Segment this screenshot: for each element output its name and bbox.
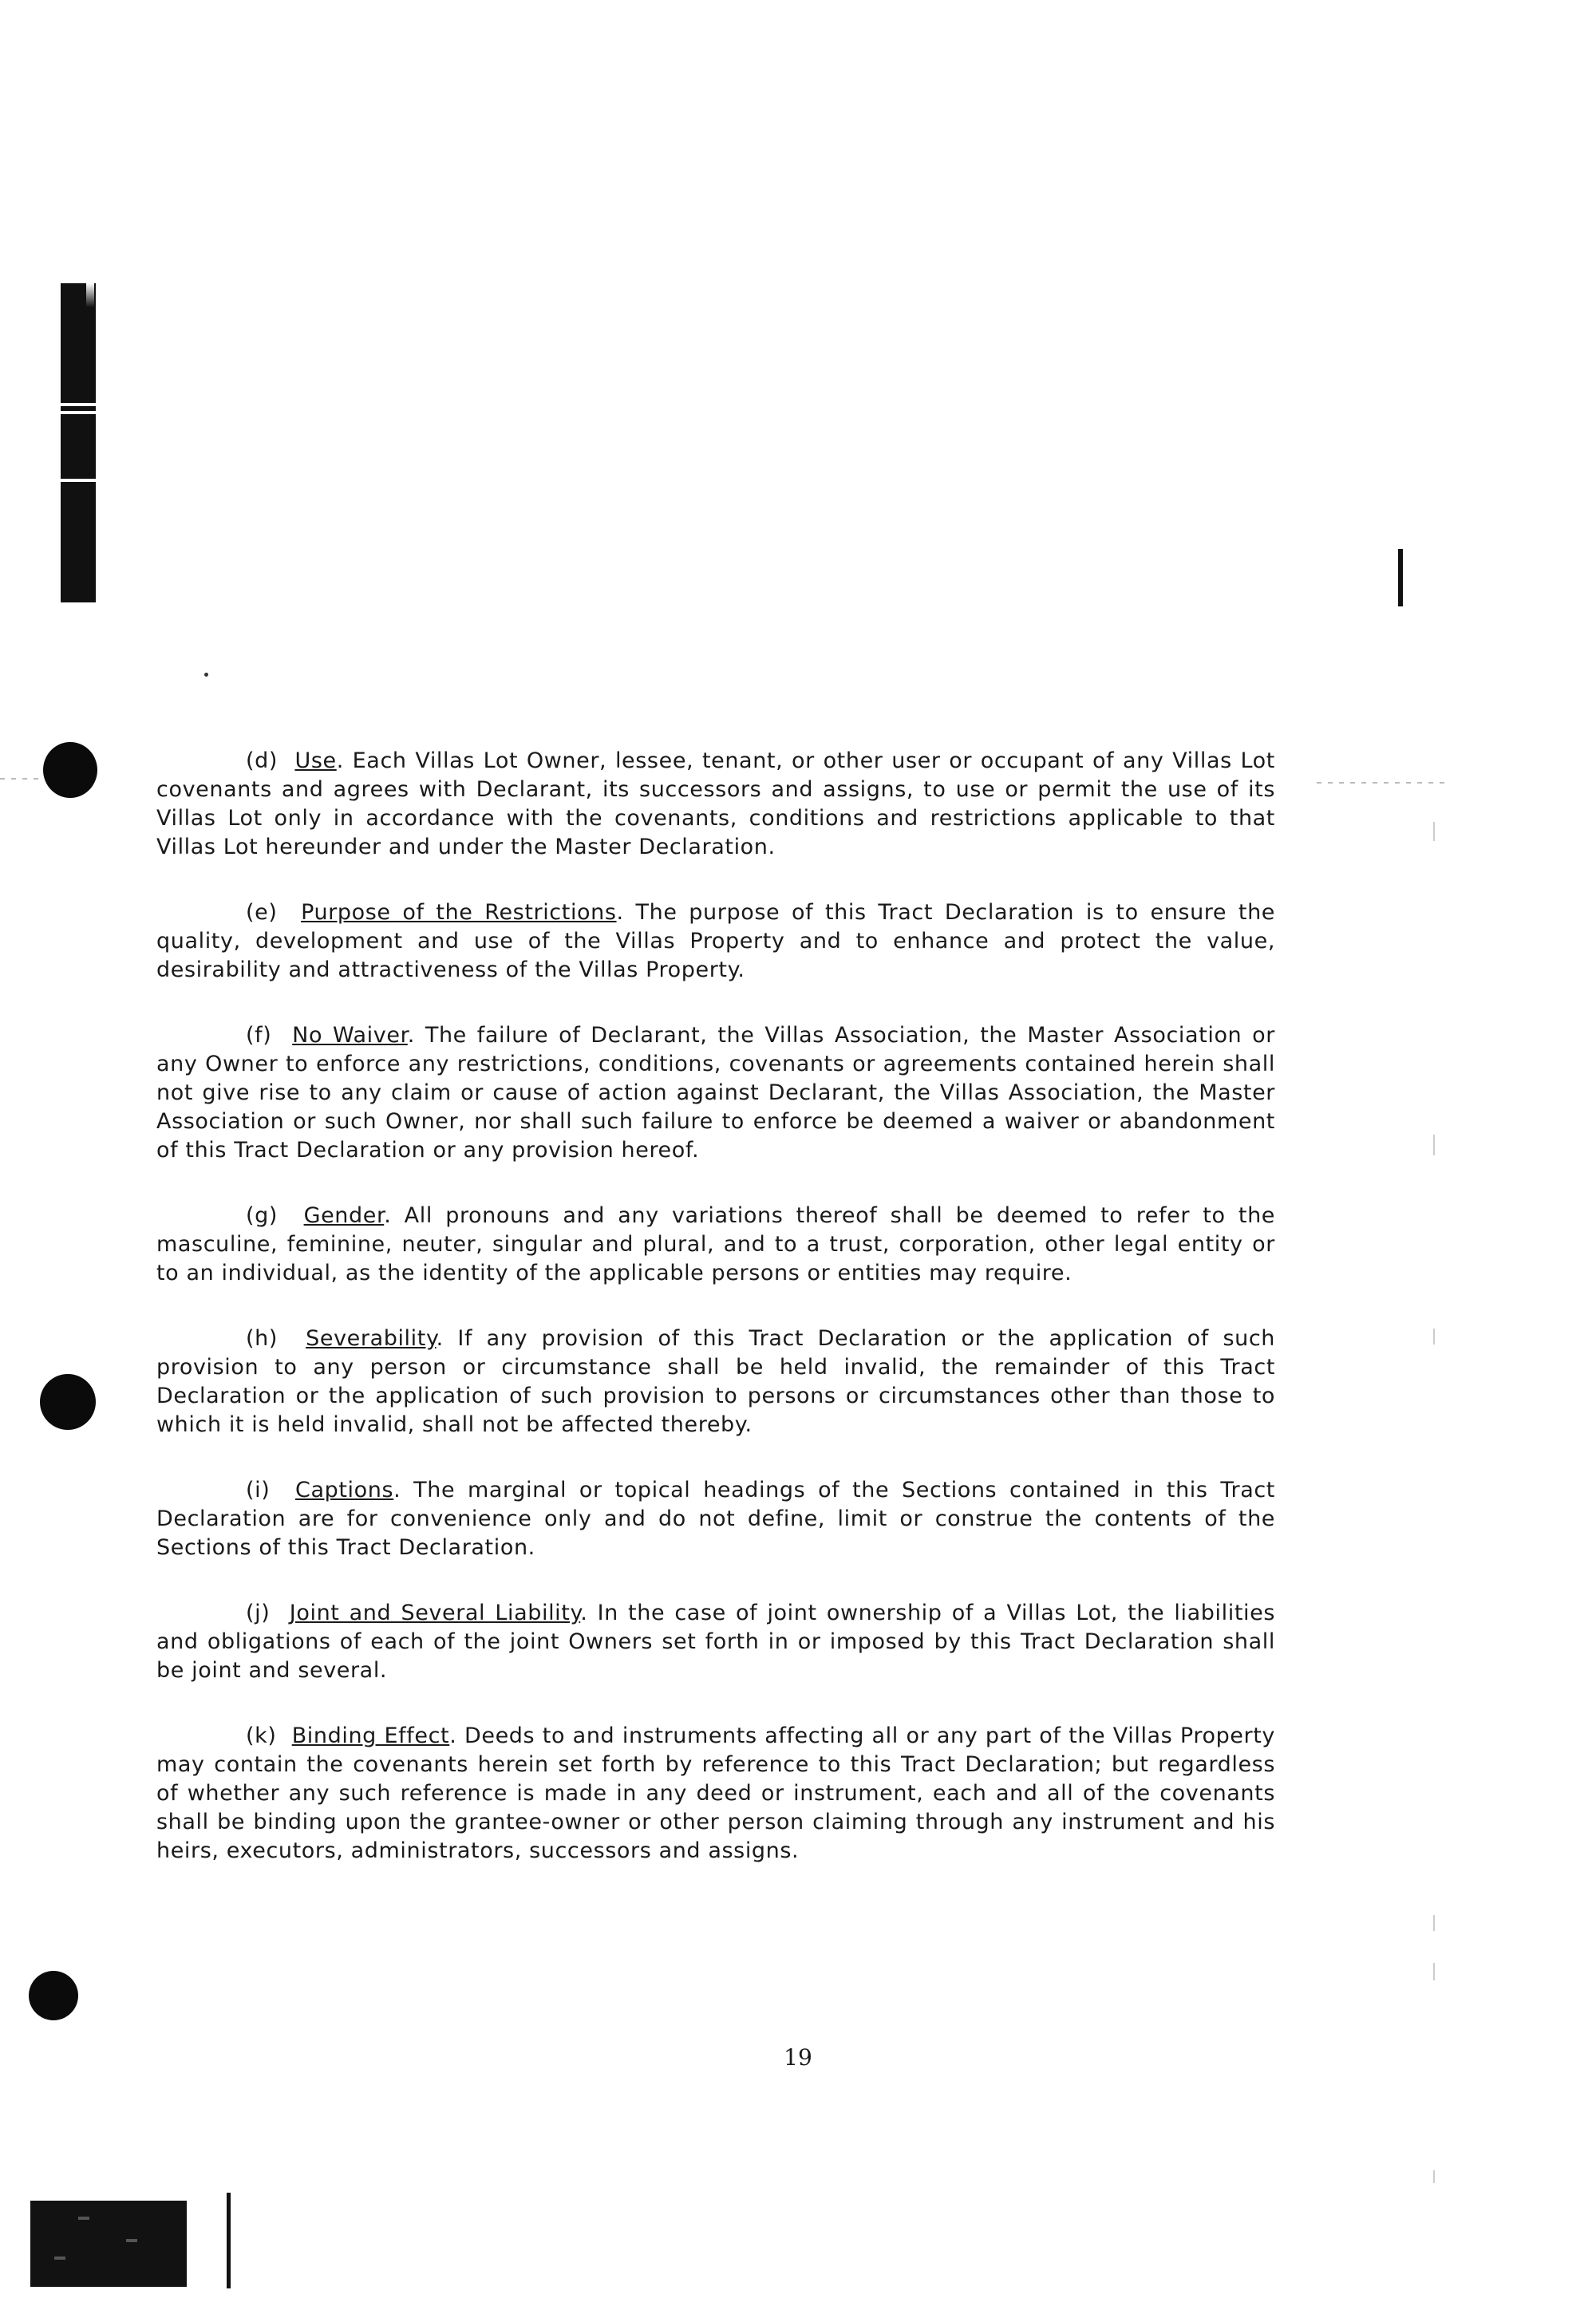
scan-edge-bar [61,283,96,602]
section-marker: (e) [246,900,278,925]
section-heading: No Waiver [292,1023,408,1048]
section-body: . Deeds to and instruments affecting all or any part of the Villas Property may contain the covenants herein set forth by reference to this Tract Declaration; but regardless of whether any such reference is made in any deed or instrument, each and all of the covenants shall be binding upon the grantee-owner or other person claiming through any instrument and his heirs, executors, administrators, successors and assigns. [156,1724,1275,1863]
section-body: . The failure of Declarant, the Villas Association, the Master Association or any Owner to enforce any restrictions, conditions, covenants or agreements contained herein shall not give rise to any claim or cause of action against Declarant, the Villas Association, the Master Association or such Owner, nor shall such failure to enforce be deemed a waiver or abandonment of this Tract Declaration or any provision hereof. [156,1023,1275,1163]
scan-faint-dash-left [0,778,40,780]
section-paragraph [156,1722,1275,1866]
section-paragraph [156,1202,1275,1288]
section-marker: (i) [246,1478,271,1502]
section-heading: Binding Effect [291,1724,450,1748]
section-body: . All pronouns and any variations thereof shall be deemed to refer to the masculine, feminine, neuter, singular and plural, and to a trust, corporation, other legal entity or to an individual, as the identity of the applicable persons or entities may require. [156,1203,1276,1285]
section-marker: (d) [246,748,279,773]
page-number: 19 [784,2044,812,2071]
section-marker: (f) [246,1023,272,1048]
scan-bottom-line [227,2193,231,2288]
section-marker: (h) [246,1326,278,1351]
section-heading: Severability [306,1326,437,1351]
scan-margin-mark [1398,549,1403,606]
section-paragraph [156,898,1275,985]
section-marker: (g) [246,1203,279,1228]
section-paragraph [156,1599,1275,1685]
scan-faint-mark [1433,822,1435,841]
section-heading: Use [294,748,337,773]
scan-faint-mark [1433,2170,1435,2183]
scan-faint-mark [1433,1329,1435,1344]
section-heading: Purpose of the Restrictions [301,900,617,925]
section-body: . Each Villas Lot Owner, lessee, tenant, or other user or occupant of any Villas Lot covenants and agrees with Declarant, its successors and assigns, to use or permit the use of its Villas Lot only in accordance with the covenants, conditions and restrictions applicable to that Villas Lot hereunder and under the Master Declaration. [156,748,1275,859]
section-body: . In the case of joint ownership of a Villas Lot, the liabilities and obligations of each of the joint Owners set forth in or imposed by this Tract Declaration shall be joint and several. [156,1601,1275,1683]
section-paragraph [156,747,1275,862]
scan-faint-dash-right [1317,782,1444,784]
scan-faint-mark [1433,1915,1435,1931]
section-body: . If any provision of this Tract Declaration or the application of such provision to any person or circumstance shall be held invalid, the remainder of this Tract Declaration or the application of such provision to persons or circumstances other than those to which it is held invalid, shall not be affected thereby. [156,1326,1275,1437]
punch-hole-middle [40,1374,96,1430]
section-body: . The purpose of this Tract Declaration is to ensure the quality, development and use of the Villas Property and to enhance and protect the value, desirability and attractiveness of the Villas Property. [156,900,1276,982]
punch-hole-bottom [29,1971,78,2020]
scan-speck [204,673,208,677]
scan-edge-bar-tip [86,283,94,307]
section-body: . The marginal or topical headings of the Sections contained in this Tract Declaration are for convenience only and do not define, limit or construe the contents of the Sections of this Tract Declaration. [156,1478,1275,1560]
punch-hole-top [43,742,97,798]
section-paragraph [156,1325,1275,1439]
scan-faint-mark [1433,1963,1435,1980]
document-body [156,747,1275,1902]
scan-faint-mark [1433,1135,1435,1155]
section-paragraph [156,1476,1275,1562]
section-heading: Captions [295,1478,394,1502]
section-marker: (j) [246,1601,271,1625]
section-paragraph [156,1021,1275,1165]
section-heading: Joint and Several Liability [289,1601,581,1625]
section-marker: (k) [246,1724,277,1748]
section-heading: Gender [303,1203,385,1228]
scan-corner-block [30,2201,187,2287]
